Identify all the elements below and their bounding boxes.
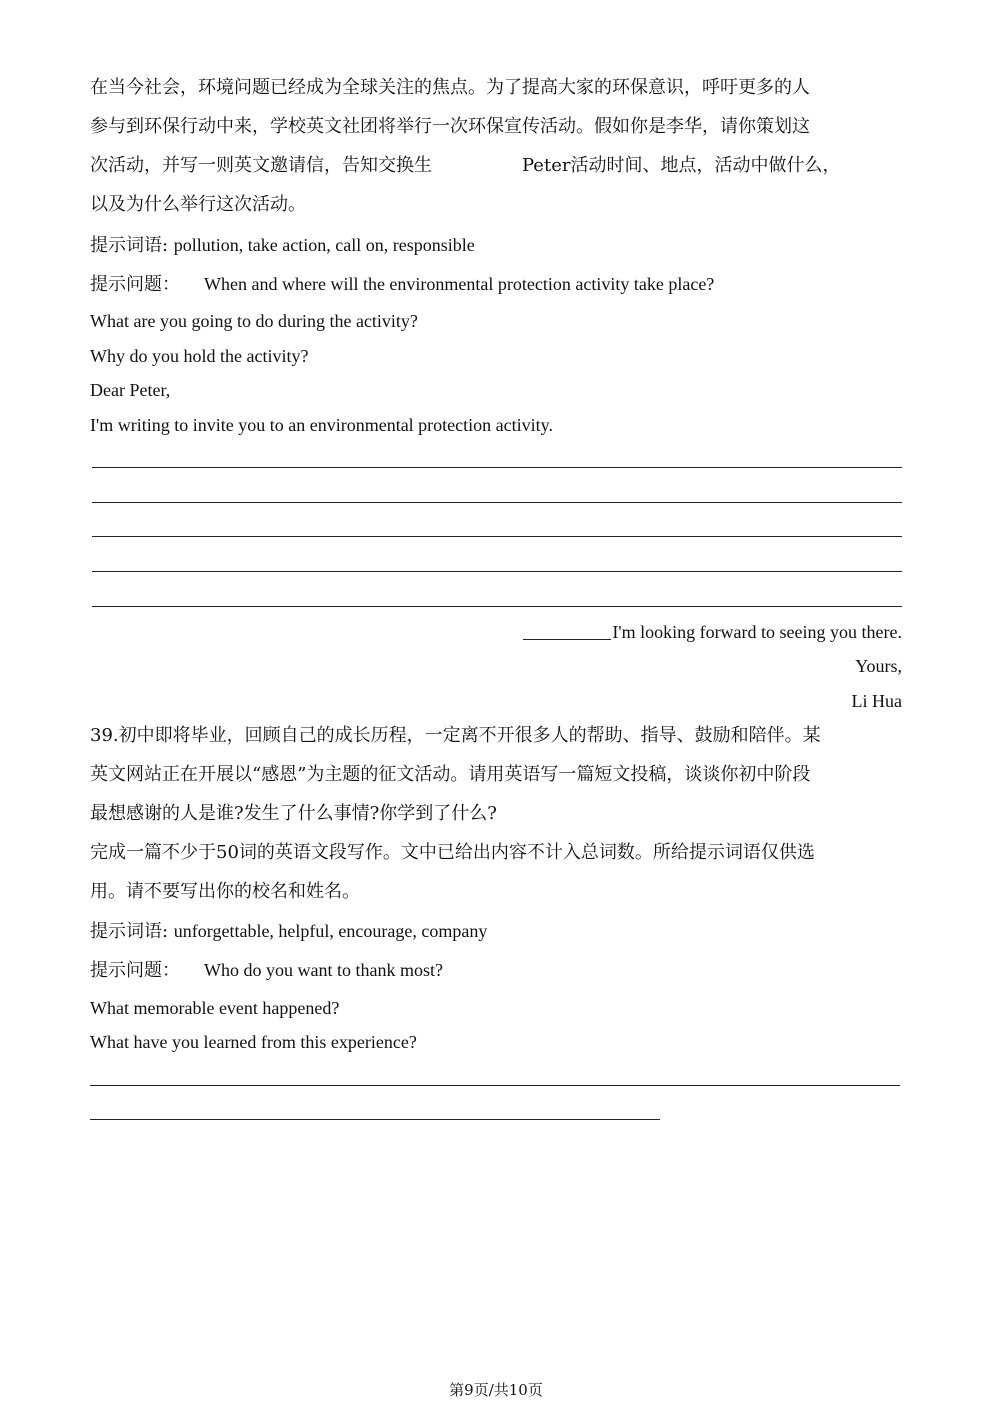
closing-text: I'm looking forward to seeing you there.	[612, 622, 902, 642]
task38-hint-words	[90, 233, 475, 258]
task38-intro-line-2: 参与到环保行动中来，学校英文社团将举行一次环保宣传活动。假如你是李华，请你策划这	[90, 116, 810, 137]
answer-line[interactable]	[90, 1085, 900, 1086]
task39-hint-question-3: What have you learned from this experience?	[90, 1032, 417, 1052]
letter-closing	[523, 620, 902, 644]
hint-questions-label: 提示问题：	[90, 960, 180, 981]
answer-line[interactable]	[92, 606, 902, 607]
letter-opening: I'm writing to invite you to an environmental protection activity.	[90, 415, 553, 435]
task38-intro-line-1: 在当今社会，环境问题已经成为全球关注的焦点。为了提高大家的环保意识，呼吁更多的人	[90, 77, 810, 98]
answer-line[interactable]	[92, 502, 902, 503]
task38-hint-question-2: What are you going to do during the activity?	[90, 311, 418, 331]
task39-hint-words	[90, 919, 487, 944]
task39-hint-question-1	[90, 958, 443, 983]
letter-sign-off: Yours,	[855, 656, 902, 676]
task39-intro-line-5: 用。请不要写出你的校名和姓名。	[90, 881, 360, 902]
letter-greeting: Dear Peter,	[90, 380, 171, 400]
hint-words-label: 提示词语:	[90, 921, 174, 942]
task38-intro-line-3a: 次活动，并写一则英文邀请信，告知交换生	[90, 155, 432, 176]
task39-intro-line-1: 39.初中即将毕业，回顾自己的成长历程，一定离不开很多人的帮助、指导、鼓励和陪伴。某	[90, 725, 821, 746]
task38-intro-line-3b: Peter活动时间、地点，活动中做什么，	[522, 155, 841, 176]
task39-intro-line-3: 最想感谢的人是谁?发生了什么事情?你学到了什么?	[90, 803, 497, 824]
task39-hint-question-2: What memorable event happened?	[90, 998, 340, 1018]
task38-intro-line-4: 以及为什么举行这次活动。	[90, 194, 306, 215]
closing-blank[interactable]	[523, 621, 611, 640]
task38-hint-question-1	[90, 272, 714, 297]
task38-hint-question-3: Why do you hold the activity?	[90, 346, 309, 366]
task39-intro-line-4: 完成一篇不少于50词的英语文段写作。文中已给出内容不计入总词数。所给提示词语仅供选	[90, 842, 815, 863]
answer-line[interactable]	[92, 536, 902, 537]
hint-words-text: unforgettable, helpful, encourage, company	[173, 921, 488, 941]
answer-line[interactable]	[92, 571, 902, 572]
hint-words-text: pollution, take action, call on, responsible	[173, 235, 475, 255]
hint-words-label: 提示词语:	[90, 235, 174, 256]
letter-signature: Li Hua	[851, 691, 902, 711]
task39-intro-line-2: 英文网站正在开展以“感恩”为主题的征文活动。请用英语写一篇短文投稿，谈谈你初中阶段	[90, 764, 811, 785]
question-text: Who do you want to thank most?	[204, 960, 443, 980]
task38-intro-line-3	[90, 154, 840, 178]
answer-line[interactable]	[90, 1119, 660, 1120]
page-number: 第9页/共10页	[449, 1381, 543, 1399]
hint-questions-label: 提示问题：	[90, 274, 180, 295]
question-text: When and where will the environmental protection activity take place?	[204, 274, 715, 294]
answer-line[interactable]	[92, 467, 902, 468]
